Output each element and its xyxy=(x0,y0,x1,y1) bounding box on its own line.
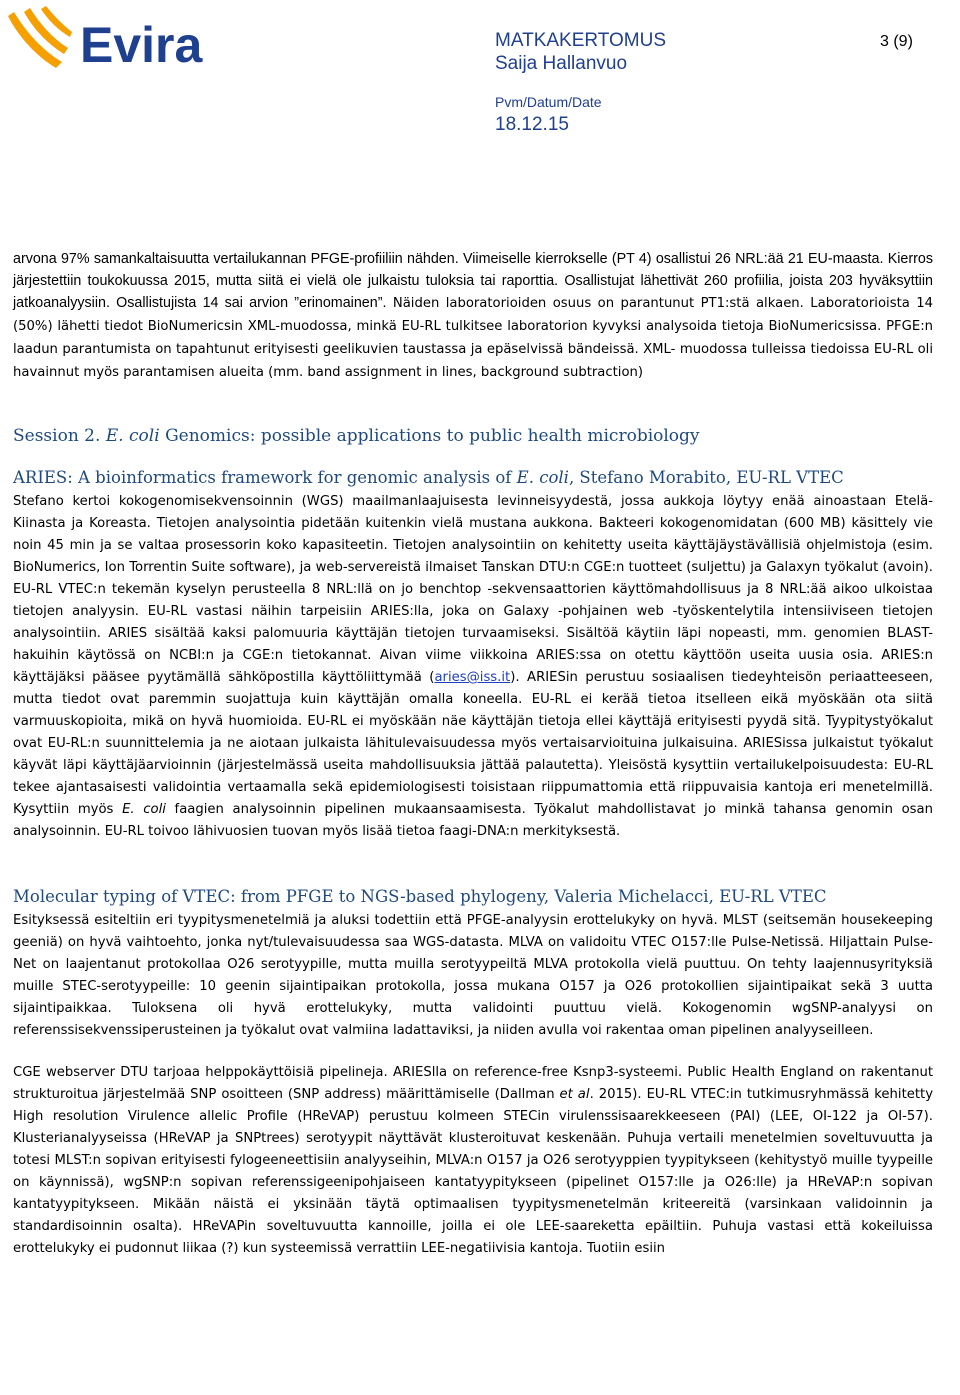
vtec-paragraph-2 xyxy=(13,1062,933,1260)
aries-heading-italic: E. coli xyxy=(516,468,569,487)
evira-logo-text: Evira xyxy=(80,17,203,73)
paragraph-gap xyxy=(13,1042,933,1062)
document-body xyxy=(13,248,933,1260)
vtec-paragraph-1: Esityksessä esiteltiin eri tyypitysmenetelmiä ja aluksi todettiin että PFGE-analyysin erottelukyky on hyvä. MLST (seitsemän housekeeping geeniä) on hyvä vaihtoehto, jonka nyt/tulevaisuudessa saa WGS-datasta. MLVA on validoitu VTEC O157:lle Pulse-Netissä. Hiljattain Pulse-Net on laajentanut protokollaa O26 serotyypille, mutta muilla serotyypeiltä MLVA protokolla vielä puuttuu. On tehty laajennusyrityksiä muille STEC-serotyypeille: 10 geenin sijaintipaikan protokolla, jossa mukana O157 ja O26 protokollien sijaintipaikat sekä 3 uutta sijaintipaikkaa. Tuloksena oli hyvä erottelukyky, mutta validointi puuttuu vielä. Kokogenomin wgSNP-analyysi on referenssisekvenssiperusteinen ja työkalut ovat valmiina ladattaviksi, ja niiden avulla voi rakentaa oman pipelinen analyyseilleen. xyxy=(13,913,933,1038)
aries-email-link[interactable]: aries@iss.it xyxy=(434,670,511,685)
session-heading-prefix: Session 2. xyxy=(13,426,106,446)
vtec-text-part2: . 2015). EU-RL VTEC:in tutkimusryhmässä kehitetty High resolution Virulence allelic Profile (HReVAP) perustuu kolmeen STECin virulenssisaarekkeeseen (PAI) (LEE, OI-122 ja OI-57). Klusterianalyyseissa (HReVAP ja SNPtrees) serotyypit näyttävät klusteroituvat keskenään. Puhuja vertaili menetelmien soveltuvuutta ja totesi MLST:n sopivan erityisesti fylogeeneettisiin analyyseihin, MLVA:n O157 ja O26 serotyyppien tyypitykseen (kehitystyö muille tyypeille on käynnissä), wgSNP:n sopivan referenssigeenipohjaiseen kantatyypitykseen (pipelinet O157:lle ja O26:lle) ja HReVAP:n sopivan kantatyypitykseen. Mikään näistä ei yksinään täytä optimaalisen tyypitysmenetelmän kriteereitä (varsinkaan validoinnin ja standardisoinnin osalta). HReVAPin soveltuvuutta kannoille, joilla ei ole LEE-saareketta epäiltiin. Puhuja vastasi että kokeiluissa erottelukyky ei pudonnut liikaa (?) kun systeemissä verrattiin LEE-negatiivisia kantoja. Tuotiin esiin xyxy=(13,1087,933,1256)
vtec-heading: Molecular typing of VTEC: from PFGE to NGS-based phylogeny, Valeria Michelacci, EU-RL VTEC xyxy=(13,887,827,906)
evira-logo-swoosh-icon xyxy=(8,6,72,68)
aries-paragraph xyxy=(13,491,933,843)
document-date: 18.12.15 xyxy=(495,114,569,135)
intro-text-part1: arvona 97% samankaltaisuutta vertailukannan PFGE-profiiliin nähden. Viimeiselle kierrokselle (PT 4) osallistui 26 NRL:ää 21 EU-maasta. Kierros järjestettiin toukokuussa 2015, mutta siitä ei vielä ole julkaistu tuloksia tai raporttia. Osallistujat lähettivät 260 profiilia, joista 203 hyväksyttiin jatkoanalyysiin. Osallistujista 14 sai arvion ”erinomainen”. xyxy=(13,251,933,311)
aries-heading xyxy=(13,464,933,491)
aries-text-part3: faagien analysoinnin pipelinen mukaansaamisesta. Työkalut mahdollistavat jo minkä tahansa genomin osan analysoinnin. EU-RL toivoo lähivuosien tuovan myös lisää tietoa faagi-DNA:n merkityksestä. xyxy=(13,802,933,839)
intro-text-part2: Näiden laboratorioiden osuus on parantunut PT1:stä alkaen. Laboratorioista 14 (50%) lähetti tiedot BioNumericsin XML-muodossa, minkä EU-RL tulkitsee laboratorion kyvyksi analysoida tietoja BioNumericsissa. PFGE:n laadun parantumista on tapahtunut erityisesti geelikuvien taustassa ja epäselvissä bändeissä. XML- muodossa tulleissa tiedoissa EU-RL oli havainnut myös parantamisen alueita (mm. band assignment in lines, background subtraction) xyxy=(13,296,934,380)
session-heading xyxy=(13,422,933,450)
page-number: 3 (9) xyxy=(880,33,913,50)
vtec-text-italic: et al xyxy=(559,1087,590,1102)
intro-paragraph xyxy=(13,248,933,384)
aries-heading-prefix: ARIES: A bioinformatics framework for genomic analysis of xyxy=(13,468,517,487)
document-title: MATKAKERTOMUS xyxy=(495,30,667,51)
aries-text-part1: Stefano kertoi kokogenomisekvensoinnin (WGS) maailmanlaajuisesta levinneisyydestä, jossa aukkoja löytyy enää ainoastaan Etelä-Kiinasta ja Koreasta. Tietojen analysointia pidetään kuitenkin vielä mustana aukkona. Bakteeri kokogenomidatan (600 MB) käsittely vie noin 45 min ja se valtaa prosessorin koko kapasiteetin. Tietojen analysointiin on kehitetty useita käyttäjäystävällisiä ohjelmistoja (esim. BioNumerics, Ion Torrentin Suite software), ja web-servereistä ilmaiset Tanskan DTU:n CGE:n tuotteet (suljettu) ja Galaxyn työkalut (avoin). EU-RL VTEC:n tekemän kyselyn perusteella 8 NRL:llä on jo benchtop -sekvensaattorien käyttömahdollisuus ja 8 NRL:ää aikoo ulkoistaa tietojen analyysin. EU-RL vastasi näihin tarpeisiin ARIES:lla, joka on Galaxy -pohjainen web -työskentelytila intensiiviseen tietojen analysointiin. ARIES sisältää kaksi palomuuria käyttäjän tietojen turvaamiseksi. Sisältöä käytiin läpi nopeasti, mm. genomien BLAST-hakuihin käytössä on NCBI:n ja CGE:n tietokannat. Aivan viime viikkoina ARIES:ssa on otettu käyttöön useita uusia osia. ARIES:n käyttäjäksi pääsee pyytämällä sähköpostilla käyttöliittymää ( xyxy=(13,494,933,685)
aries-text-italic: E. coli xyxy=(122,802,166,817)
session-heading-italic: E. coli xyxy=(105,426,160,446)
document-author: Saija Hallanvuo xyxy=(495,53,628,74)
session-heading-suffix: Genomics: possible applications to public health microbiology xyxy=(159,426,700,446)
vtec-text-part1: CGE webserver DTU tarjoaa helppokäyttöisiä pipelineja. ARIESlla on reference-free Ksnp3-systeemi. Public Health England on rakentanut strukturoitua järjestelmää SNP osoitteen (SNP address) määrittämiselle (Dallman xyxy=(13,1065,933,1102)
date-label: Pvm/Datum/Date xyxy=(495,94,602,110)
aries-text-part2: ). ARIESin perustuu sosiaalisen tiedeyhteisön periaatteeseen, mutta tiedot ovat paremmin suojattuja kuin käyttäjän omalla koneella. EU-RL ei kerää tietoa itselleen eikä myöskään ota siitä varmuuskopioita, mikä on hyvä huomioida. EU-RL ei myöskään näe käyttäjän tietoja ellei käyttäjä erityisesti pyydä sitä. Tyypitystyökalut ovat EU-RL:n suunnittelemia ja ne aiotaan julkaista lähitulevaisuudessa myös vertaisarvioituina julkaisuina. ARIESissa julkaistut työkalut käyvät läpi käyttäjäarvioinnin (järjestelmässä useita mahdollisuuksia jättää palautetta). Yleisöstä kysyttiin vertailukelpoisuudesta: EU-RL tekee ajantasaisesti validointia vertaamalla sekä epidemiologisesti toisistaan riippumattomia että riippuvaisia kantoja eri menetelmillä. Kysyttiin myös xyxy=(13,670,933,817)
evira-logo xyxy=(4,4,219,74)
aries-heading-suffix: , Stefano Morabito, EU-RL VTEC xyxy=(568,468,844,487)
